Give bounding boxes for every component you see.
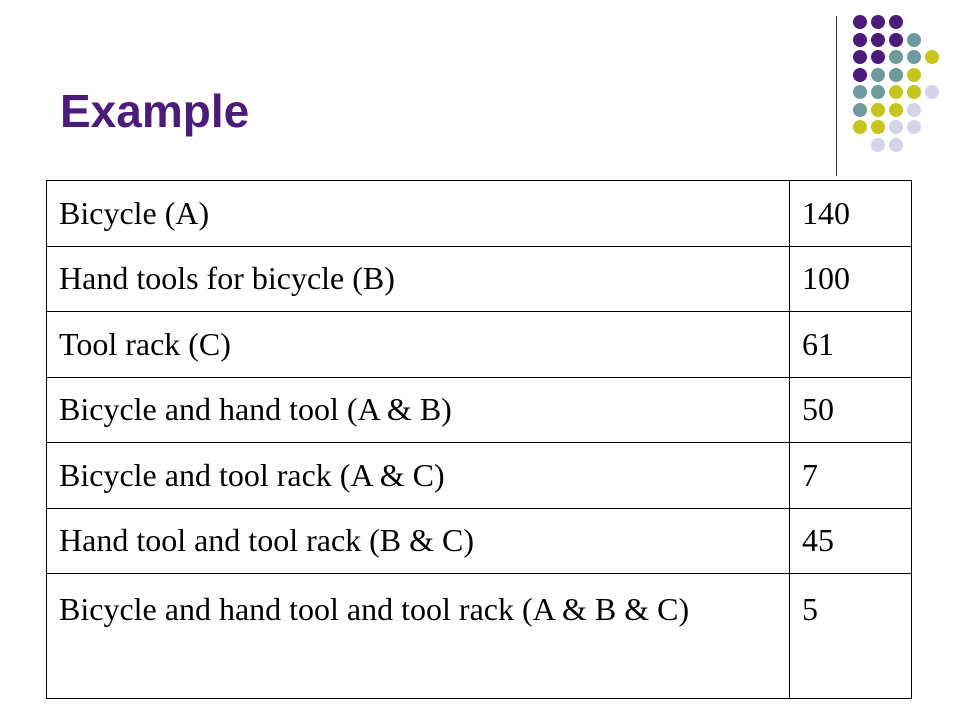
count-cell: 100 [790, 246, 912, 312]
decorative-dot [871, 33, 885, 47]
decorative-dot [871, 15, 885, 29]
decorative-dot [889, 120, 903, 134]
table-row [47, 181, 912, 247]
decorative-dot [889, 85, 903, 99]
table-row [47, 377, 912, 443]
decorative-dot [907, 103, 921, 117]
decorative-dot [889, 50, 903, 64]
item-cell: Bicycle (A) [47, 181, 790, 247]
decorative-dot [853, 15, 867, 29]
decorative-dot [907, 120, 921, 134]
decorative-dot [853, 68, 867, 82]
decorative-dot [871, 85, 885, 99]
item-cell: Tool rack (C) [47, 312, 790, 378]
decorative-dot [871, 120, 885, 134]
decorative-dot [871, 68, 885, 82]
item-cell: Bicycle and hand tool (A & B) [47, 377, 790, 443]
count-cell: 7 [790, 443, 912, 509]
decorative-dot [907, 33, 921, 47]
count-cell: 45 [790, 508, 912, 574]
table-row [47, 574, 912, 699]
slide-title: Example [60, 85, 250, 137]
count-cell: 140 [790, 181, 912, 247]
decorative-dot [853, 33, 867, 47]
decorative-dot [853, 85, 867, 99]
count-cell: 61 [790, 312, 912, 378]
decorative-dot [907, 50, 921, 64]
item-cell: Hand tools for bicycle (B) [47, 246, 790, 312]
data-table [46, 180, 912, 699]
decorative-dot [853, 50, 867, 64]
item-cell: Hand tool and tool rack (B & C) [47, 508, 790, 574]
decorative-dot [907, 68, 921, 82]
decorative-dot [889, 68, 903, 82]
decorative-dot [907, 85, 921, 99]
item-cell: Bicycle and hand tool and tool rack (A & B & C) [47, 574, 790, 699]
table-row [47, 508, 912, 574]
table-row [47, 246, 912, 312]
decorative-dot [889, 138, 903, 152]
decorative-dot [871, 50, 885, 64]
decorative-dot [853, 120, 867, 134]
decorative-dot [889, 33, 903, 47]
decorative-dot [871, 138, 885, 152]
decorative-dot [889, 103, 903, 117]
table-row [47, 443, 912, 509]
decorative-dot [925, 85, 939, 99]
count-cell: 5 [790, 574, 912, 699]
decorative-dot [889, 15, 903, 29]
decorative-dot [871, 103, 885, 117]
decorative-divider-line [836, 16, 837, 176]
item-cell: Bicycle and tool rack (A & C) [47, 443, 790, 509]
decorative-dot [853, 103, 867, 117]
count-cell: 50 [790, 377, 912, 443]
decorative-dot [925, 50, 939, 64]
table-row [47, 312, 912, 378]
